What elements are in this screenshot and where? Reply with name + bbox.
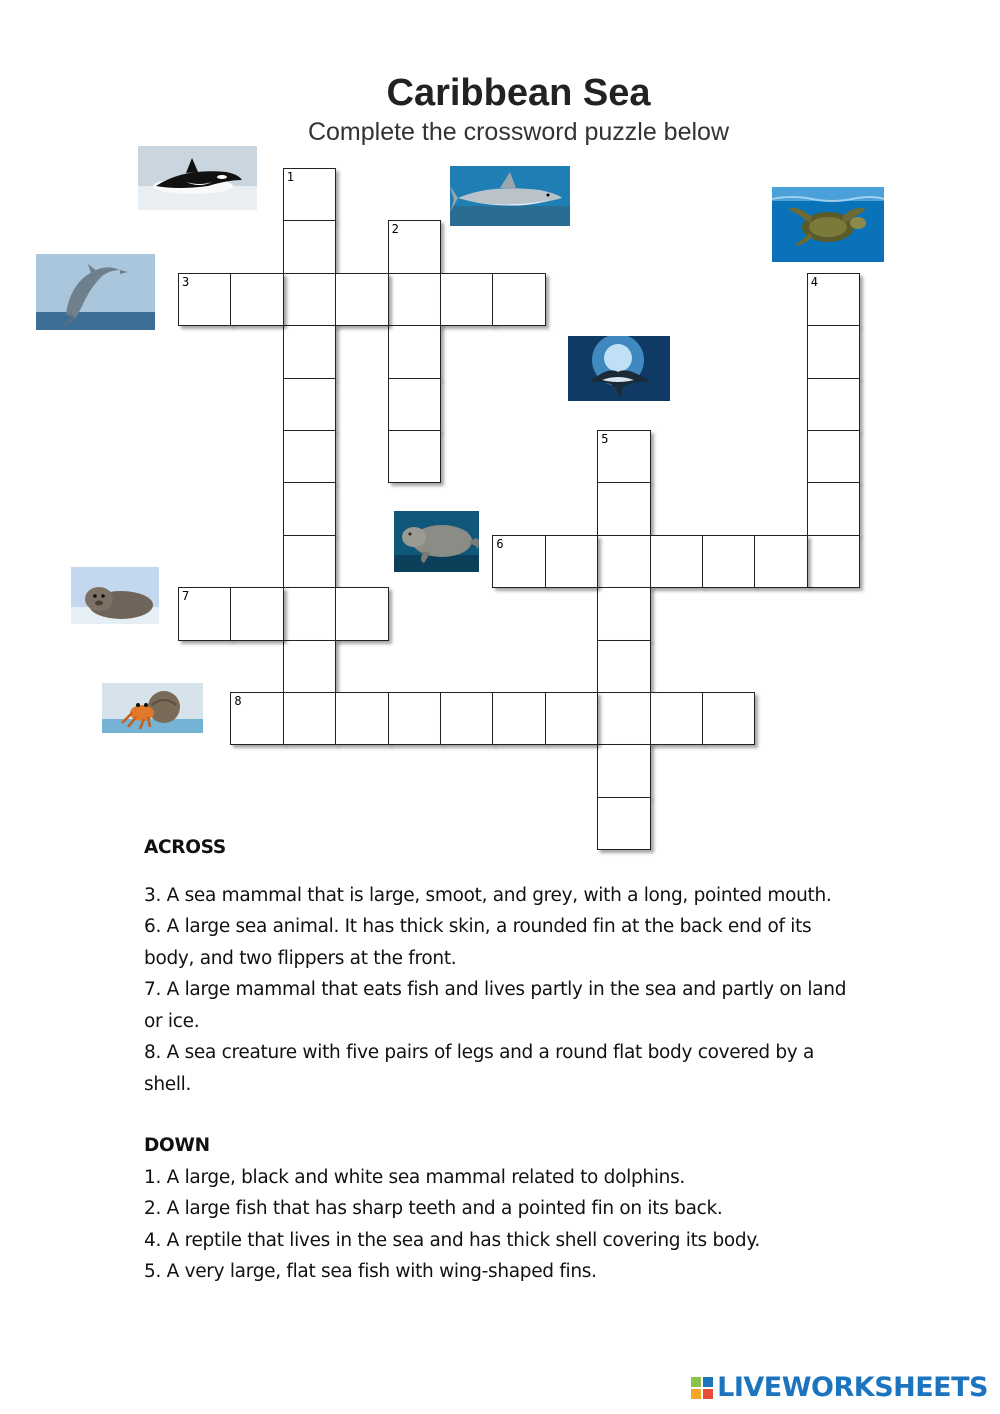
sea-turtle-icon	[772, 187, 884, 262]
crossword-cell[interactable]	[597, 430, 650, 483]
down-clue: 5. A very large, flat sea fish with wing-shaped fins.	[144, 1261, 597, 1282]
crossword-cell[interactable]	[283, 692, 336, 745]
crossword-cell[interactable]	[807, 482, 860, 535]
crossword-cell[interactable]	[283, 168, 336, 221]
clue-number: 5	[601, 432, 609, 446]
crossword-cell[interactable]	[545, 535, 598, 588]
crossword-cell[interactable]	[230, 587, 283, 640]
crossword-cell[interactable]	[388, 325, 441, 378]
down-clue: 4. A reptile that lives in the sea and has thick shell covering its body.	[144, 1229, 760, 1251]
crossword-cell[interactable]	[178, 273, 231, 326]
dolphin-icon	[36, 254, 155, 330]
clue-list	[144, 832, 864, 1288]
crossword-cell[interactable]	[178, 587, 231, 640]
crossword-cell[interactable]	[230, 273, 283, 326]
seal-icon	[71, 567, 159, 624]
crossword-cell[interactable]	[597, 587, 650, 640]
crossword-cell[interactable]	[283, 273, 336, 326]
crossword-cell[interactable]	[597, 640, 650, 693]
across-clue: 8. A sea creature with five pairs of legs and a round flat body covered by a shell.	[144, 1042, 815, 1095]
liveworksheets-logo	[691, 1372, 988, 1403]
crossword-cell[interactable]	[388, 273, 441, 326]
crossword-cell[interactable]	[650, 692, 703, 745]
crossword-cell[interactable]	[492, 692, 545, 745]
crossword-cell[interactable]	[335, 587, 388, 640]
hermit-crab-icon	[102, 683, 203, 733]
crossword-cell[interactable]	[597, 692, 650, 745]
shark-icon	[450, 166, 570, 226]
page-subtitle: Complete the crossword puzzle below	[307, 118, 730, 146]
clue-number: 4	[810, 274, 819, 289]
clue-number: 2	[391, 222, 399, 237]
crossword-cell[interactable]	[597, 482, 650, 535]
crossword-cell[interactable]	[388, 220, 441, 273]
crossword-cell[interactable]	[597, 535, 650, 588]
down-heading: DOWN	[144, 1135, 210, 1156]
crossword-cell[interactable]	[388, 430, 441, 483]
down-clue: 1. A large, black and white sea mammal related to dolphins.	[144, 1166, 686, 1188]
crossword-cell[interactable]	[807, 378, 860, 431]
crossword-cell[interactable]	[807, 535, 860, 588]
crossword-cell[interactable]	[230, 692, 283, 745]
crossword-cell[interactable]	[492, 535, 545, 588]
crossword-cell[interactable]	[545, 692, 598, 745]
clue-number: 7	[182, 589, 190, 604]
crossword-cell[interactable]	[283, 378, 336, 431]
crossword-cell[interactable]	[388, 692, 441, 745]
clue-number: 3	[182, 274, 190, 289]
crossword-cell[interactable]	[702, 692, 755, 745]
crossword-cell[interactable]	[754, 535, 807, 588]
down-clue: 2. A large fish that has sharp teeth and a pointed fin on its back.	[144, 1198, 723, 1219]
crossword-cell[interactable]	[283, 430, 336, 483]
crossword-cell[interactable]	[335, 692, 388, 745]
crossword-cell[interactable]	[283, 482, 336, 535]
crossword-cell[interactable]	[807, 430, 860, 483]
clue-number: 1	[286, 170, 295, 184]
crossword-cell[interactable]	[597, 744, 650, 797]
across-clue: 6. A large sea animal. It has thick skin, a rounded fin at the back end of its body, and two flippers at the front.	[144, 916, 812, 969]
crossword-cell[interactable]	[807, 325, 860, 378]
crossword-cell[interactable]	[807, 273, 860, 326]
orca-icon	[138, 146, 257, 210]
crossword-cell[interactable]	[283, 535, 336, 588]
crossword-cell[interactable]	[388, 378, 441, 431]
manta-ray-icon	[568, 336, 670, 401]
crossword-cell[interactable]	[650, 535, 703, 588]
crossword-cell[interactable]	[335, 273, 388, 326]
page-title: Caribbean Sea	[386, 72, 651, 114]
crossword-cell[interactable]	[440, 273, 493, 326]
logo-mark-icon	[691, 1377, 713, 1399]
crossword-cell[interactable]	[283, 587, 336, 640]
across-clue: 3. A sea mammal that is large, smoot, and grey, with a long, pointed mouth.	[144, 884, 832, 906]
crossword-cell[interactable]	[702, 535, 755, 588]
crossword-cell[interactable]	[283, 220, 336, 273]
clue-number: 6	[496, 536, 504, 551]
crossword-cell[interactable]	[283, 640, 336, 693]
crossword-cell[interactable]	[492, 273, 545, 326]
clue-number: 8	[234, 694, 242, 708]
manatee-icon	[394, 511, 479, 572]
brand-name: LIVEWORKSHEETS	[717, 1372, 988, 1403]
crossword-cell[interactable]	[440, 692, 493, 745]
across-clue: 7. A large mammal that eats fish and lives partly in the sea and partly on land or ice.	[144, 979, 847, 1032]
across-heading: ACROSS	[144, 837, 226, 858]
crossword-cell[interactable]	[283, 325, 336, 378]
